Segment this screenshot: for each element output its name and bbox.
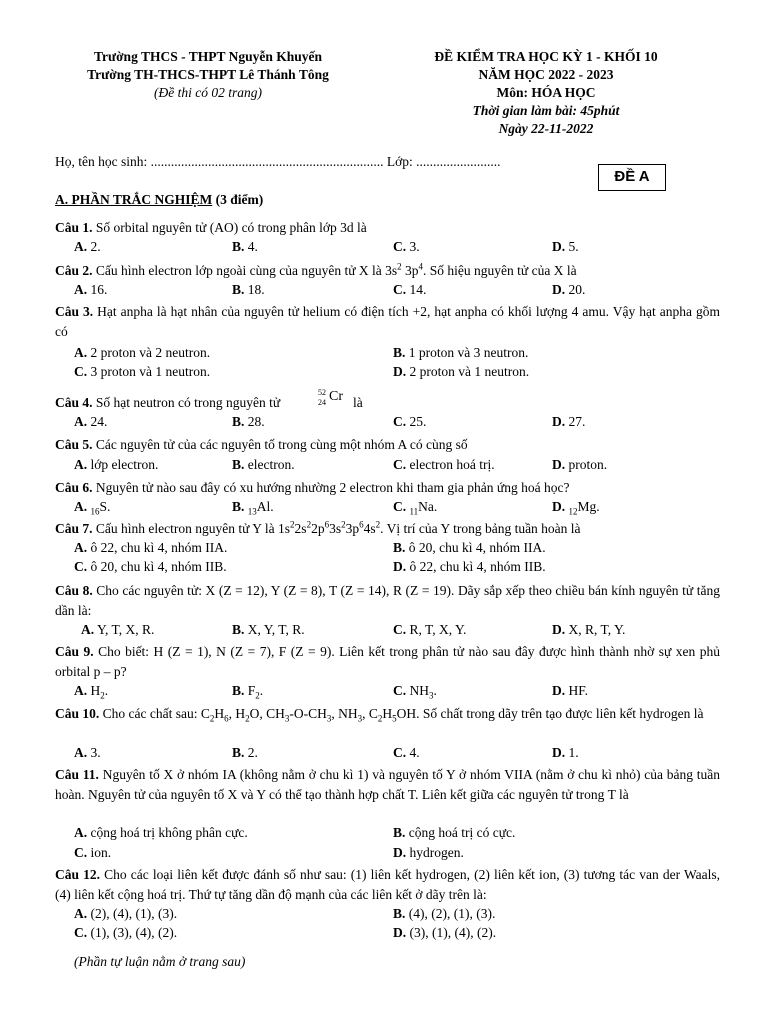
question-2: Câu 2. Cấu hình electron lớp ngoài cùng của nguyên tử X là $3s^2$ $3p^4$. Số hiệu nguyên tử của X là	[55, 261, 577, 278]
option-d[interactable]: D. ô 22, chu kì 4, nhóm IIB.	[393, 559, 546, 574]
option-d[interactable]: D. 2 proton và 1 neutron.	[393, 364, 530, 379]
option-c[interactable]: C. 14.	[393, 282, 427, 297]
question-12: Câu 12. Cho các loại liên kết được đánh số như sau: (1) liên kết hydrogen, (2) liên kết ion, (3) tương tác van der Waals, (4) liên kết cộng hoá trị. Thứ tự tăng dần độ mạnh của các liên kết ở dãy trên là:	[55, 867, 720, 902]
question-9-options	[0, 681, 768, 701]
option-b[interactable]: B. 28.	[232, 414, 265, 429]
option-c[interactable]: C. 3 proton và 1 neutron.	[74, 364, 211, 379]
option-d[interactable]: D. HF.	[552, 683, 589, 698]
question-3-options-row-2	[0, 362, 768, 382]
question-6-options	[0, 497, 768, 517]
option-a[interactable]: A. $H_2$.	[74, 683, 109, 701]
option-d[interactable]: D. hydrogen.	[393, 845, 464, 860]
option-a[interactable]: A. $_{16}$S.	[74, 499, 111, 517]
section-heading	[55, 192, 263, 208]
question-7-options-row-1	[0, 538, 768, 558]
option-b[interactable]: B. 1 proton và 3 neutron.	[393, 345, 529, 360]
option-d[interactable]: D. (3), (1), (4), (2).	[393, 925, 497, 940]
option-c[interactable]: C. R, T, X, Y.	[393, 622, 467, 637]
option-b[interactable]: B. X, Y, T, R.	[232, 622, 305, 637]
subject: Môn: HÓA HỌC	[496, 85, 596, 100]
question-5-options	[0, 455, 768, 475]
school-year: NĂM HỌC 2022 - 2023	[478, 67, 614, 82]
option-a[interactable]: A. 2 proton và 2 neutron.	[74, 345, 211, 360]
option-a[interactable]: A. lớp electron.	[74, 457, 159, 472]
question-9: Câu 9. Cho biết: H (Z = 1), N (Z = 7), F (Z = 9). Liên kết trong phân tử nào sau đây được hình thành nhờ sự xen phủ orbital p – p?	[55, 644, 720, 679]
exam-title: ĐỀ KIỂM TRA HỌC KỲ 1 - KHỐI 10	[434, 49, 658, 64]
exam-code-box: ĐỀ A	[598, 164, 666, 191]
option-a[interactable]: A. 2.	[74, 239, 101, 254]
school-name-2: Trường TH-THCS-THPT Lê Thánh Tông	[87, 67, 329, 82]
option-b[interactable]: B. $F_2$.	[232, 683, 264, 701]
option-a[interactable]: A. cộng hoá trị không phân cực.	[74, 825, 248, 840]
question-1-options	[0, 237, 768, 257]
option-c[interactable]: C. 4.	[393, 745, 420, 760]
option-c[interactable]: C. 25.	[393, 414, 427, 429]
school-name-1: Trường THCS - THPT Nguyễn Khuyến	[93, 49, 322, 64]
option-c[interactable]: C. ion.	[74, 845, 112, 860]
question-7-options-row-2	[0, 557, 768, 577]
question-12-options-row-2	[0, 923, 768, 943]
school-header	[40, 48, 376, 102]
option-d[interactable]: D. proton.	[552, 457, 608, 472]
question-6: Câu 6. Nguyên tử nào sau đây có xu hướng nhường 2 electron khi tham gia phản ứng hoá học?	[55, 480, 570, 495]
question-12-options-row-1	[0, 904, 768, 924]
question-2-options	[0, 280, 768, 300]
section-title: A. PHẦN TRẮC NGHIỆM	[55, 192, 213, 207]
question-3: Câu 3. Hạt anpha là hạt nhân của nguyên tử helium có điện tích +2, hạt anpha có khối lượng 4 amu. Vậy hạt anpha gồm có	[55, 304, 720, 339]
option-a[interactable]: A. Y, T, X, R.	[81, 622, 155, 637]
option-b[interactable]: B. 2.	[232, 745, 258, 760]
option-b[interactable]: B. (4), (2), (1), (3).	[393, 906, 496, 921]
question-7: Câu 7. Cấu hình electron nguyên tử Y là $1s^22s^22p^63s^23p^64s^2$. Vị trí của Y trong bảng tuần hoàn là	[55, 519, 581, 536]
section-points: (3 điểm)	[212, 192, 264, 207]
option-d[interactable]: D. 5.	[552, 239, 579, 254]
essay-part-note: (Phần tự luận nằm ở trang sau)	[74, 954, 246, 969]
exam-date: Ngày 22-11-2022	[498, 121, 594, 136]
option-a[interactable]: A. 24.	[74, 414, 108, 429]
option-b[interactable]: B. 4.	[232, 239, 258, 254]
option-c[interactable]: C. $_{11}$Na.	[393, 499, 438, 517]
option-d[interactable]: D. $_{12}$Mg.	[552, 499, 600, 517]
question-10-options	[0, 743, 768, 763]
option-a[interactable]: A. 16.	[74, 282, 108, 297]
duration: Thời gian làm bài: 45phút	[472, 103, 620, 118]
question-4-end: là	[353, 395, 363, 410]
option-d[interactable]: D. 20.	[552, 282, 586, 297]
page-count-note: (Đề thi có 02 trang)	[154, 85, 262, 100]
option-a[interactable]: A. (2), (4), (1), (3).	[74, 906, 178, 921]
option-c[interactable]: C. $NH_3$.	[393, 683, 437, 701]
option-b[interactable]: B. 18.	[232, 282, 265, 297]
option-a[interactable]: A. 3.	[74, 745, 101, 760]
exam-header	[396, 48, 696, 138]
chromium-nuclide-symbol: 52 24 Cr	[318, 388, 343, 407]
question-4: Câu 4. Số hạt neutron có trong nguyên tử	[55, 395, 281, 410]
option-c[interactable]: C. electron hoá trị.	[393, 457, 495, 472]
option-c[interactable]: C. (1), (3), (4), (2).	[74, 925, 178, 940]
question-5: Câu 5. Các nguyên tử của các nguyên tố trong cùng một nhóm A có cùng số	[55, 437, 468, 452]
option-b[interactable]: B. cộng hoá trị có cực.	[393, 825, 516, 840]
question-8: Câu 8. Cho các nguyên tử: X (Z = 12), Y (Z = 8), T (Z = 14), R (Z = 19). Dãy sắp xếp theo chiều bán kính nguyên tử tăng dần là:	[55, 583, 720, 618]
question-3-options-row-1	[0, 343, 768, 363]
option-c[interactable]: C. 3.	[393, 239, 420, 254]
option-b[interactable]: B. $_{13}$Al.	[232, 499, 274, 517]
option-a[interactable]: A. ô 22, chu kì 4, nhóm IIA.	[74, 540, 228, 555]
question-4-options	[0, 412, 768, 432]
option-b[interactable]: B. electron.	[232, 457, 295, 472]
option-c[interactable]: C. ô 20, chu kì 4, nhóm IIB.	[74, 559, 227, 574]
option-d[interactable]: D. 27.	[552, 414, 586, 429]
question-11: Câu 11. Nguyên tố X ở nhóm IA (không nằm ở chu kì 1) và nguyên tố Y ở nhóm VIIA (nằm ở chu kì nhỏ) của bảng tuần hoàn. Nguyên tử của nguyên tố X và Y có thể tạo thành hợp chất T. Liên kết giữa các nguyên tử trong T là	[55, 767, 721, 802]
question-11-options-row-1	[0, 823, 768, 843]
option-b[interactable]: B. ô 20, chu kì 4, nhóm IIA.	[393, 540, 546, 555]
option-d[interactable]: D. 1.	[552, 745, 579, 760]
option-d[interactable]: D. X, R, T, Y.	[552, 622, 626, 637]
question-11-options-row-2	[0, 843, 768, 863]
question-10: Câu 10. Cho các chất sau: $C_2H_6$, $H_2O$, $CH_3-O-CH_3$, $NH_3$, $C_2H_5OH$. Số chất trong dãy trên tạo được liên kết hydrogen là	[55, 706, 704, 724]
student-info-line: Họ, tên học sinh: ..................................................................... Lớp: .........................	[55, 154, 501, 169]
question-8-options	[0, 620, 768, 640]
question-1: Câu 1. Số orbital nguyên tử (AO) có trong phân lớp 3d là	[55, 220, 367, 235]
